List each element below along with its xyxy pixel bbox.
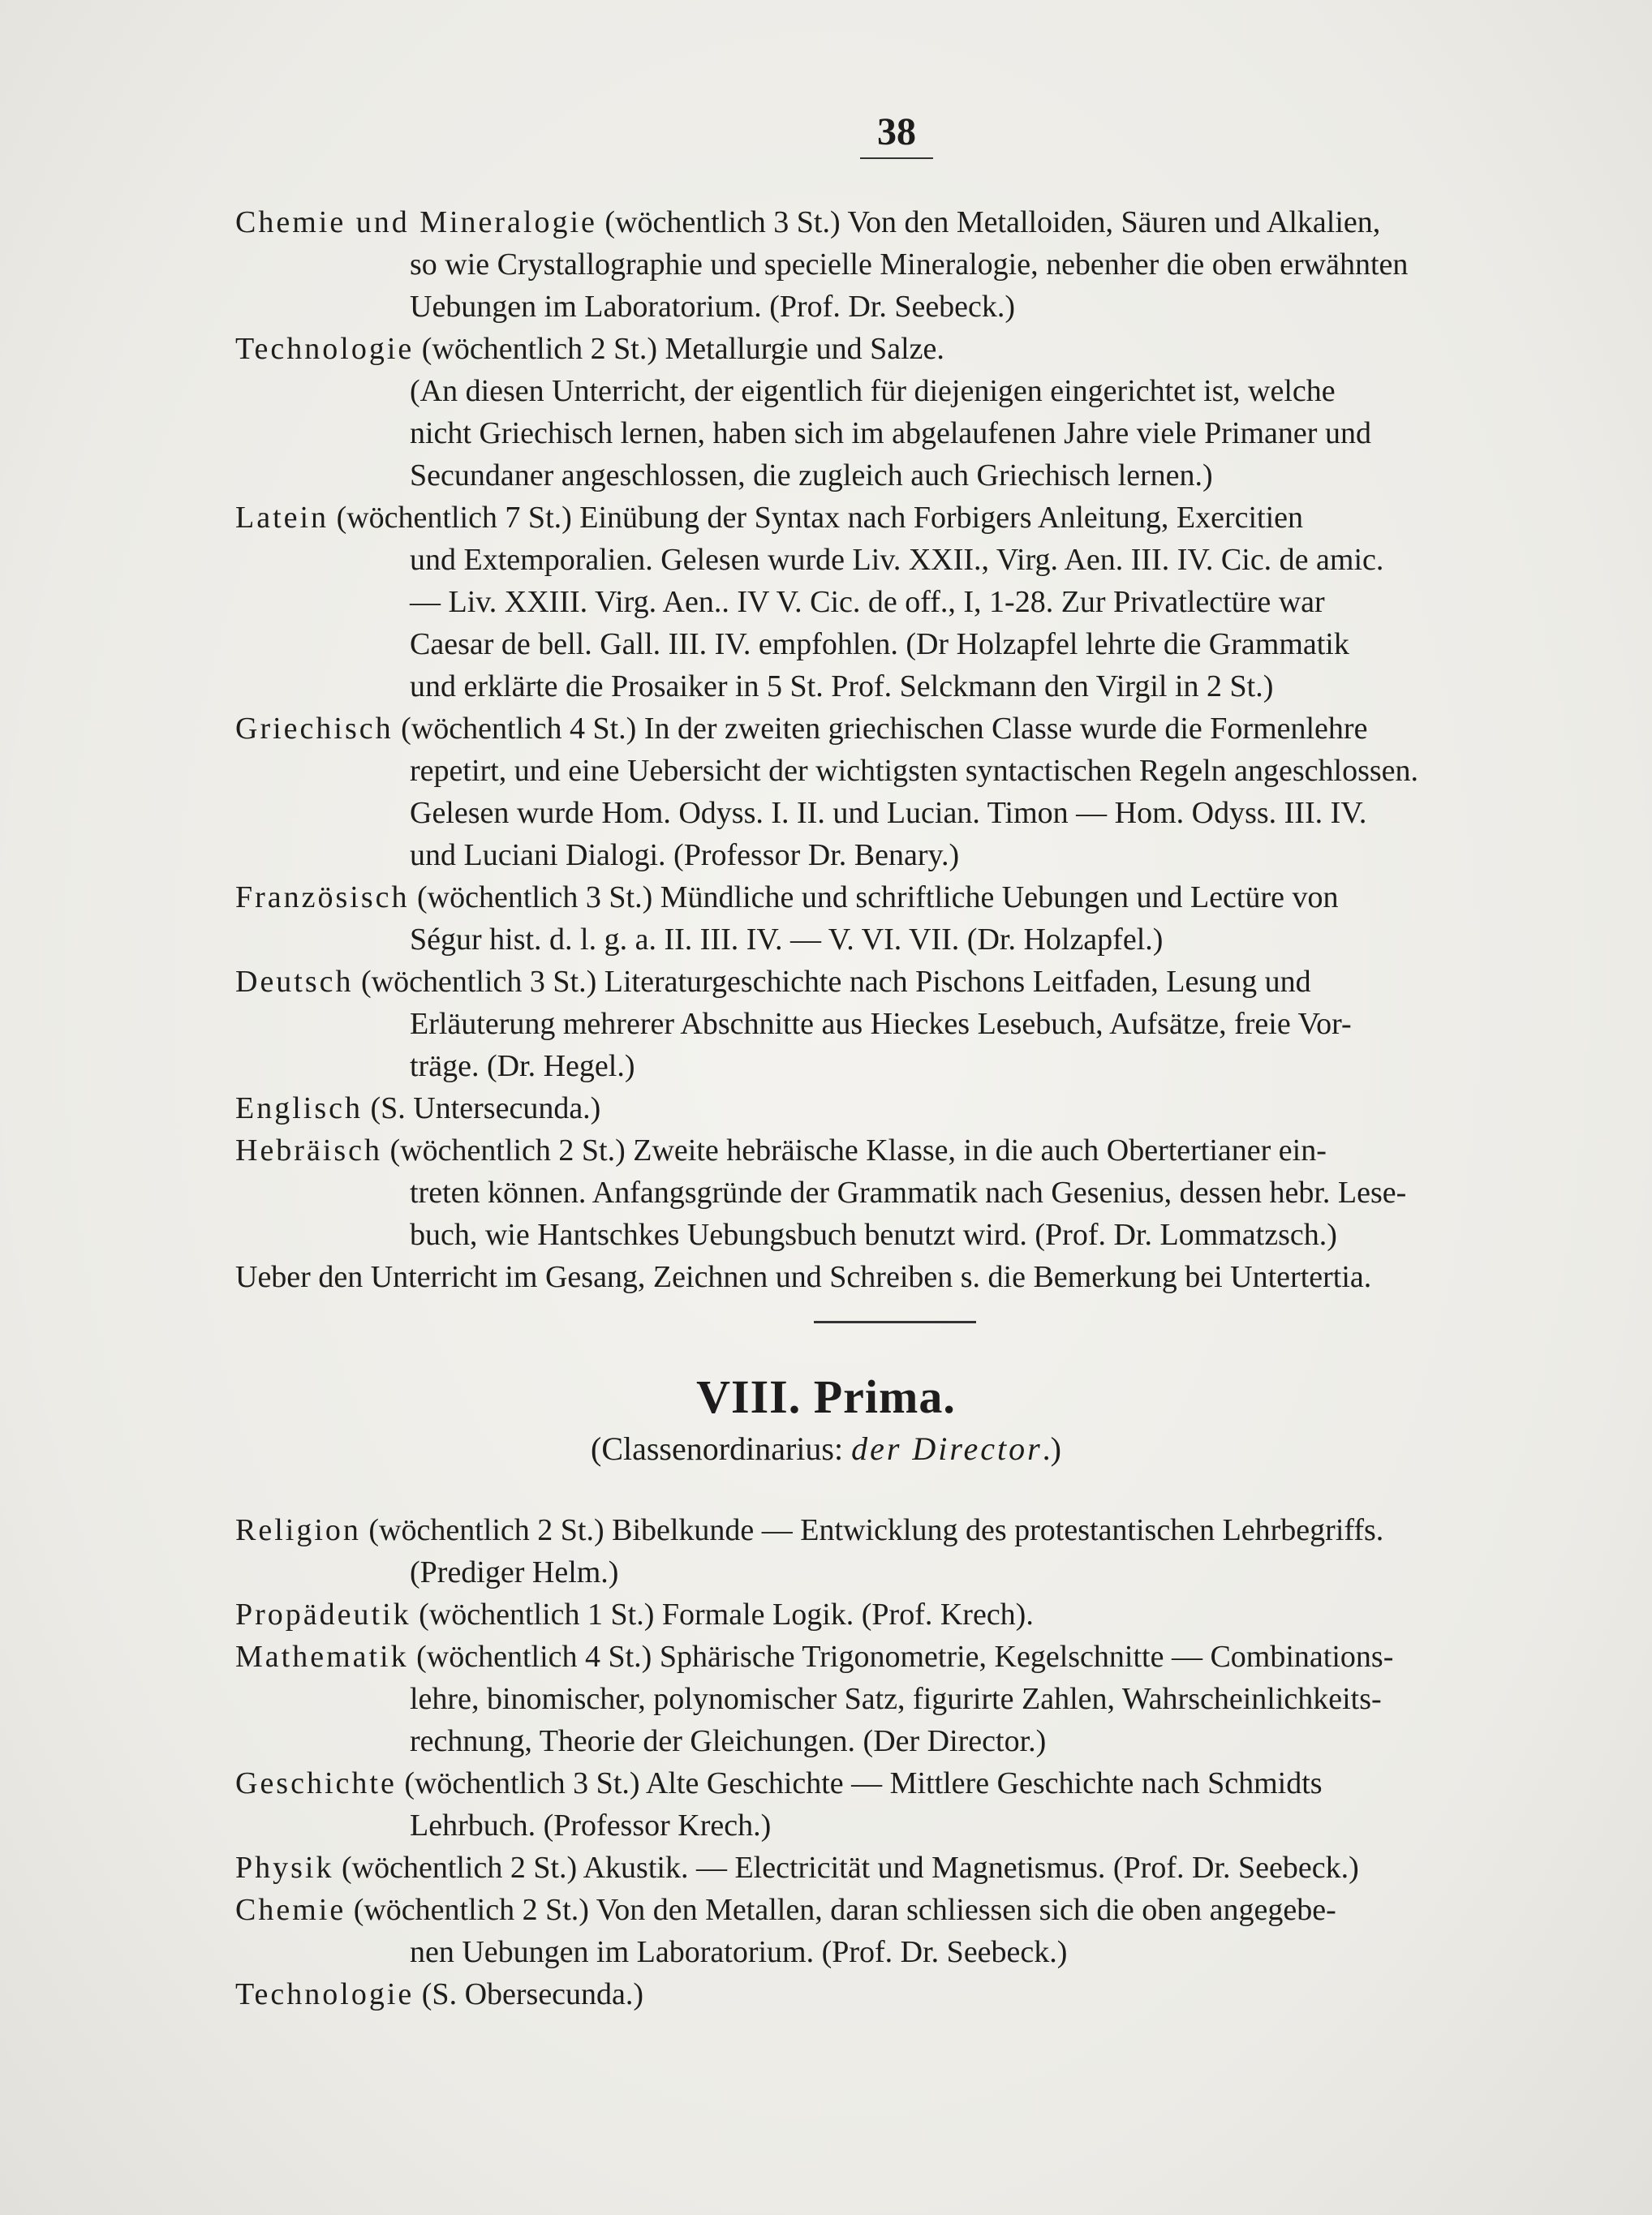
section-subheading [0, 1430, 1652, 1468]
subheading-suffix: .) [1042, 1430, 1061, 1467]
entry-line: Caesar de bell. Gall. III. IV. empfohlen. (Dr Holzapfel lehrte die Grammatik [410, 627, 1349, 661]
entry-deutsch [235, 961, 1550, 1087]
entry-latein [235, 497, 1550, 708]
entry-hebraeisch [235, 1129, 1550, 1256]
entry-line: und erklärte die Prosaiker in 5 St. Prof. Selckmann den Virgil in 2 St.) [410, 669, 1274, 703]
entry-englisch [235, 1087, 1550, 1129]
entry-franzoesisch [235, 876, 1550, 961]
entry-line: (wöchentlich 2 St.) Von den Metallen, daran schliessen sich die oben angegebe- [353, 1893, 1336, 1927]
subject-label: Deutsch [235, 965, 354, 999]
entry-line: rechnung, Theorie der Gleichungen. (Der Director.) [410, 1724, 1047, 1758]
entry-line: repetirt, und eine Uebersicht der wichtigsten syntactischen Regeln angeschlossen. [410, 754, 1419, 788]
subject-label: Hebräisch [235, 1133, 383, 1168]
subject-label: Technologie [235, 1977, 415, 2011]
entry-line: (wöchentlich 3 St.) Mündliche und schriftliche Uebungen und Lectüre von [417, 880, 1339, 914]
entry-mathematik [235, 1636, 1550, 1762]
entry-line: (S. Untersecunda.) [370, 1091, 601, 1125]
entry-line: (wöchentlich 7 St.) Einübung der Syntax nach Forbigers Anleitung, Exercitien [336, 501, 1304, 535]
entry-line: lehre, binomischer, polynomischer Satz, figurirte Zahlen, Wahrscheinlichkeits- [410, 1682, 1382, 1716]
entry-technologie-prima [235, 1973, 1550, 2015]
entry-line: Ségur hist. d. l. g. a. II. III. IV. — V. VI. VII. (Dr. Holzapfel.) [410, 923, 1164, 957]
entry-line: Ueber den Unterricht im Gesang, Zeichnen und Schreiben s. die Bemerkung bei Untertertia. [235, 1260, 1372, 1294]
subject-label: Französisch [235, 880, 410, 914]
subject-label: Chemie [235, 1893, 346, 1927]
entry-line: (wöchentlich 3 St.) Literaturgeschichte nach Pischons Leitfaden, Lesung und [361, 965, 1311, 999]
entry-line: (An diesen Unterricht, der eigentlich für diejenigen eingerichtet ist, welche [410, 374, 1336, 408]
subject-label: Griechisch [235, 712, 394, 746]
entry-line: (S. Obersecunda.) [421, 1977, 644, 2011]
entry-technologie [235, 328, 1550, 497]
entry-chemie-mineralogie [235, 201, 1550, 328]
entry-line: (wöchentlich 4 St.) Sphärische Trigonometrie, Kegelschnitte — Combinations- [416, 1640, 1394, 1674]
entry-line: (wöchentlich 2 St.) Akustik. — Electricität und Magnetismus. (Prof. Dr. Seebeck.) [341, 1851, 1359, 1885]
subheading-prefix: (Classenordinarius: [591, 1430, 852, 1467]
entry-line: (wöchentlich 2 St.) Bibelkunde — Entwicklung des protestantischen Lehrbegriffs. [368, 1513, 1384, 1547]
entry-line: buch, wie Hantschkes Uebungsbuch benutzt wird. (Prof. Dr. Lommatzsch.) [410, 1218, 1337, 1252]
subject-label: Religion [235, 1513, 361, 1547]
entry-line: Uebungen im Laboratorium. (Prof. Dr. Seebeck.) [410, 290, 1016, 324]
entry-religion [235, 1509, 1550, 1594]
entry-line: (wöchentlich 3 St.) Von den Metalloiden, Säuren und Alkalien, [604, 205, 1381, 239]
entry-line: (wöchentlich 3 St.) Alte Geschichte — Mittlere Geschichte nach Schmidts [404, 1766, 1323, 1800]
entry-line: — Liv. XXIII. Virg. Aen.. IV V. Cic. de off., I, 1-28. Zur Privatlectüre war [410, 585, 1325, 619]
subject-label: Mathematik [235, 1640, 409, 1674]
entry-line: (wöchentlich 1 St.) Formale Logik. (Prof. Krech). [419, 1598, 1034, 1632]
entry-line: und Extemporalien. Gelesen wurde Liv. XXII., Virg. Aen. III. IV. Cic. de amic. [410, 543, 1384, 577]
entry-geschichte [235, 1762, 1550, 1847]
section-divider [814, 1321, 976, 1323]
subject-label: Chemie und Mineralogie [235, 205, 597, 239]
entry-line: Erläuterung mehrerer Abschnitte aus Hieckes Lesebuch, Aufsätze, freie Vor- [410, 1007, 1352, 1041]
subject-label: Geschichte [235, 1766, 397, 1800]
entry-chemie [235, 1889, 1550, 1973]
entry-line: nen Uebungen im Laboratorium. (Prof. Dr. Seebeck.) [410, 1935, 1068, 1969]
entry-line: so wie Crystallographie und specielle Mineralogie, nebenher die oben erwähnten [410, 247, 1409, 282]
section-heading: VIII. Prima. [696, 1370, 956, 1423]
subheading-name: der Director [851, 1430, 1043, 1467]
entry-line: (wöchentlich 2 St.) Zweite hebräische Klasse, in die auch Obertertianer ein- [389, 1133, 1327, 1168]
entry-line: (wöchentlich 4 St.) In der zweiten griechischen Classe wurde die Formenlehre [401, 712, 1368, 746]
section-prima-subjects [235, 1509, 1550, 2015]
entry-line: träge. (Dr. Hegel.) [410, 1049, 635, 1083]
subject-label: Propädeutik [235, 1598, 411, 1632]
entry-propaedeutik [235, 1594, 1550, 1636]
subject-label: Englisch [235, 1091, 363, 1125]
subject-label: Latein [235, 501, 329, 535]
subject-label: Technologie [235, 332, 415, 366]
entry-line: (Prediger Helm.) [410, 1555, 619, 1589]
entry-line: und Luciani Dialogi. (Professor Dr. Benary.) [410, 838, 960, 872]
entry-line: Secundaner angeschlossen, die zugleich auch Griechisch lernen.) [410, 458, 1213, 492]
entry-line: Gelesen wurde Hom. Odyss. I. II. und Lucian. Timon — Hom. Odyss. III. IV. [410, 796, 1367, 830]
page-number: 38 [860, 110, 933, 159]
entry-physik [235, 1847, 1550, 1889]
section-obersecunda-subjects [235, 201, 1550, 1298]
entry-line: Lehrbuch. (Professor Krech.) [410, 1809, 772, 1843]
entry-line: nicht Griechisch lernen, haben sich im abgelaufenen Jahre viele Primaner und [410, 416, 1371, 450]
entry-line: treten können. Anfangsgründe der Grammatik nach Gesenius, dessen hebr. Lese- [410, 1176, 1407, 1210]
subject-label: Physik [235, 1851, 334, 1885]
entry-line: (wöchentlich 2 St.) Metallurgie und Salze. [421, 332, 944, 366]
entry-griechisch [235, 708, 1550, 876]
entry-gesang-note [235, 1256, 1550, 1298]
